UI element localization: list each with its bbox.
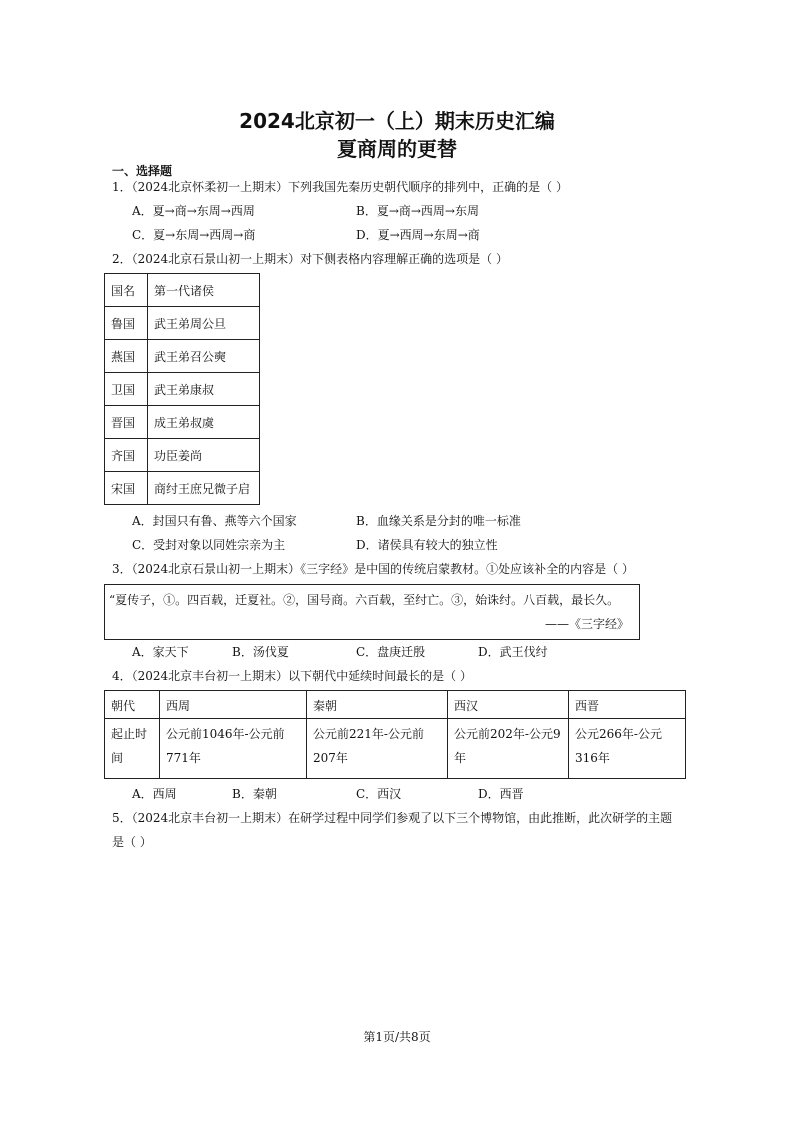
table-row bbox=[105, 691, 686, 719]
q2-option-a: A．封国只有鲁、燕等六个国家 bbox=[132, 514, 297, 528]
table-cell: 燕国 bbox=[105, 340, 148, 373]
table-row bbox=[105, 274, 260, 307]
q5-stem-continued: 是（ ） bbox=[112, 835, 152, 849]
q4-option-c: C．西汉 bbox=[356, 787, 402, 801]
table-cell: 第一代诸侯 bbox=[148, 274, 260, 307]
section-heading: 一、选择题 bbox=[112, 164, 173, 178]
document-title: 2024北京初一（上）期末历史汇编 bbox=[239, 109, 555, 133]
table-row bbox=[105, 439, 260, 472]
q1-stem: 1．（2024北京怀柔初一上期末）下列我国先秦历史朝代顺序的排列中，正确的是（ ） bbox=[112, 180, 568, 194]
table-cell: 商纣王庶兄微子启 bbox=[148, 472, 260, 505]
table-row bbox=[105, 373, 260, 406]
table-cell: 成王弟叔虞 bbox=[148, 406, 260, 439]
q1-option-b: B．夏→商→西周→东周 bbox=[356, 204, 479, 218]
table-cell: 西晋 bbox=[569, 691, 686, 719]
table-cell: 起止时间 bbox=[105, 719, 160, 779]
table-row bbox=[105, 307, 260, 340]
q3-option-b: B．汤伐夏 bbox=[232, 645, 289, 659]
q4-option-a: A．西周 bbox=[132, 787, 177, 801]
q4-option-d: D．西晋 bbox=[478, 787, 524, 801]
q2-option-c: C．受封对象以同姓宗亲为主 bbox=[132, 538, 286, 552]
q3-quote-text: “夏传子，①。四百载，迁夏社。②，国号商。六百载，至纣亡。③，始诛纣。八百载，最长久。 bbox=[109, 593, 620, 607]
table-cell: 秦朝 bbox=[307, 691, 448, 719]
q4-option-b: B．秦朝 bbox=[232, 787, 277, 801]
table-row bbox=[105, 472, 260, 505]
table-cell: 朝代 bbox=[105, 691, 160, 719]
q4-dynasty-table bbox=[104, 690, 686, 779]
table-cell: 武王弟召公奭 bbox=[148, 340, 260, 373]
table-cell: 国名 bbox=[105, 274, 148, 307]
table-row bbox=[105, 406, 260, 439]
q3-quote-box bbox=[104, 584, 640, 640]
q1-option-c: C．夏→东周→西周→商 bbox=[132, 228, 256, 242]
table-cell: 卫国 bbox=[105, 373, 148, 406]
q1-option-d: D．夏→西周→东周→商 bbox=[356, 228, 480, 242]
table-cell: 武王弟康叔 bbox=[148, 373, 260, 406]
table-cell: 西周 bbox=[160, 691, 307, 719]
table-cell: 鲁国 bbox=[105, 307, 148, 340]
table-row bbox=[105, 719, 686, 779]
table-cell: 西汉 bbox=[448, 691, 569, 719]
q5-stem: 5．（2024北京丰台初一上期末）在研学过程中同学们参观了以下三个博物馆，由此推断，此次研学的主题 bbox=[112, 811, 673, 825]
table-cell: 晋国 bbox=[105, 406, 148, 439]
q3-stem: 3．（2024北京石景山初一上期末）《三字经》是中国的传统启蒙教材。①处应该补全的内容是（ ） bbox=[112, 562, 634, 576]
q3-quote-source: ——《三字经》 bbox=[544, 617, 629, 631]
table-cell: 公元前202年-公元9年 bbox=[448, 719, 569, 779]
table-cell: 公元前221年-公元前207年 bbox=[307, 719, 448, 779]
document-subtitle: 夏商周的更替 bbox=[337, 137, 457, 161]
table-cell: 功臣姜尚 bbox=[148, 439, 260, 472]
q2-option-d: D．诸侯具有较大的独立性 bbox=[356, 538, 498, 552]
table-cell: 齐国 bbox=[105, 439, 148, 472]
table-cell: 武王弟周公旦 bbox=[148, 307, 260, 340]
q3-option-d: D．武王伐纣 bbox=[478, 645, 548, 659]
table-row bbox=[105, 340, 260, 373]
table-cell: 公元前1046年-公元前771年 bbox=[160, 719, 307, 779]
q3-option-a: A．家天下 bbox=[132, 645, 189, 659]
table-cell: 宋国 bbox=[105, 472, 148, 505]
q2-stem: 2．（2024北京石景山初一上期末）对下侧表格内容理解正确的选项是（ ） bbox=[112, 252, 508, 266]
page-number: 第1页/共8页 bbox=[363, 1030, 431, 1044]
q2-fief-table bbox=[104, 273, 260, 505]
q4-stem: 4．（2024北京丰台初一上期末）以下朝代中延续时间最长的是（ ） bbox=[112, 669, 472, 683]
q2-option-b: B．血缘关系是分封的唯一标准 bbox=[356, 514, 521, 528]
q3-option-c: C．盘庚迁殷 bbox=[356, 645, 426, 659]
table-cell: 公元266年-公元316年 bbox=[569, 719, 686, 779]
q1-option-a: A．夏→商→东周→西周 bbox=[132, 204, 255, 218]
